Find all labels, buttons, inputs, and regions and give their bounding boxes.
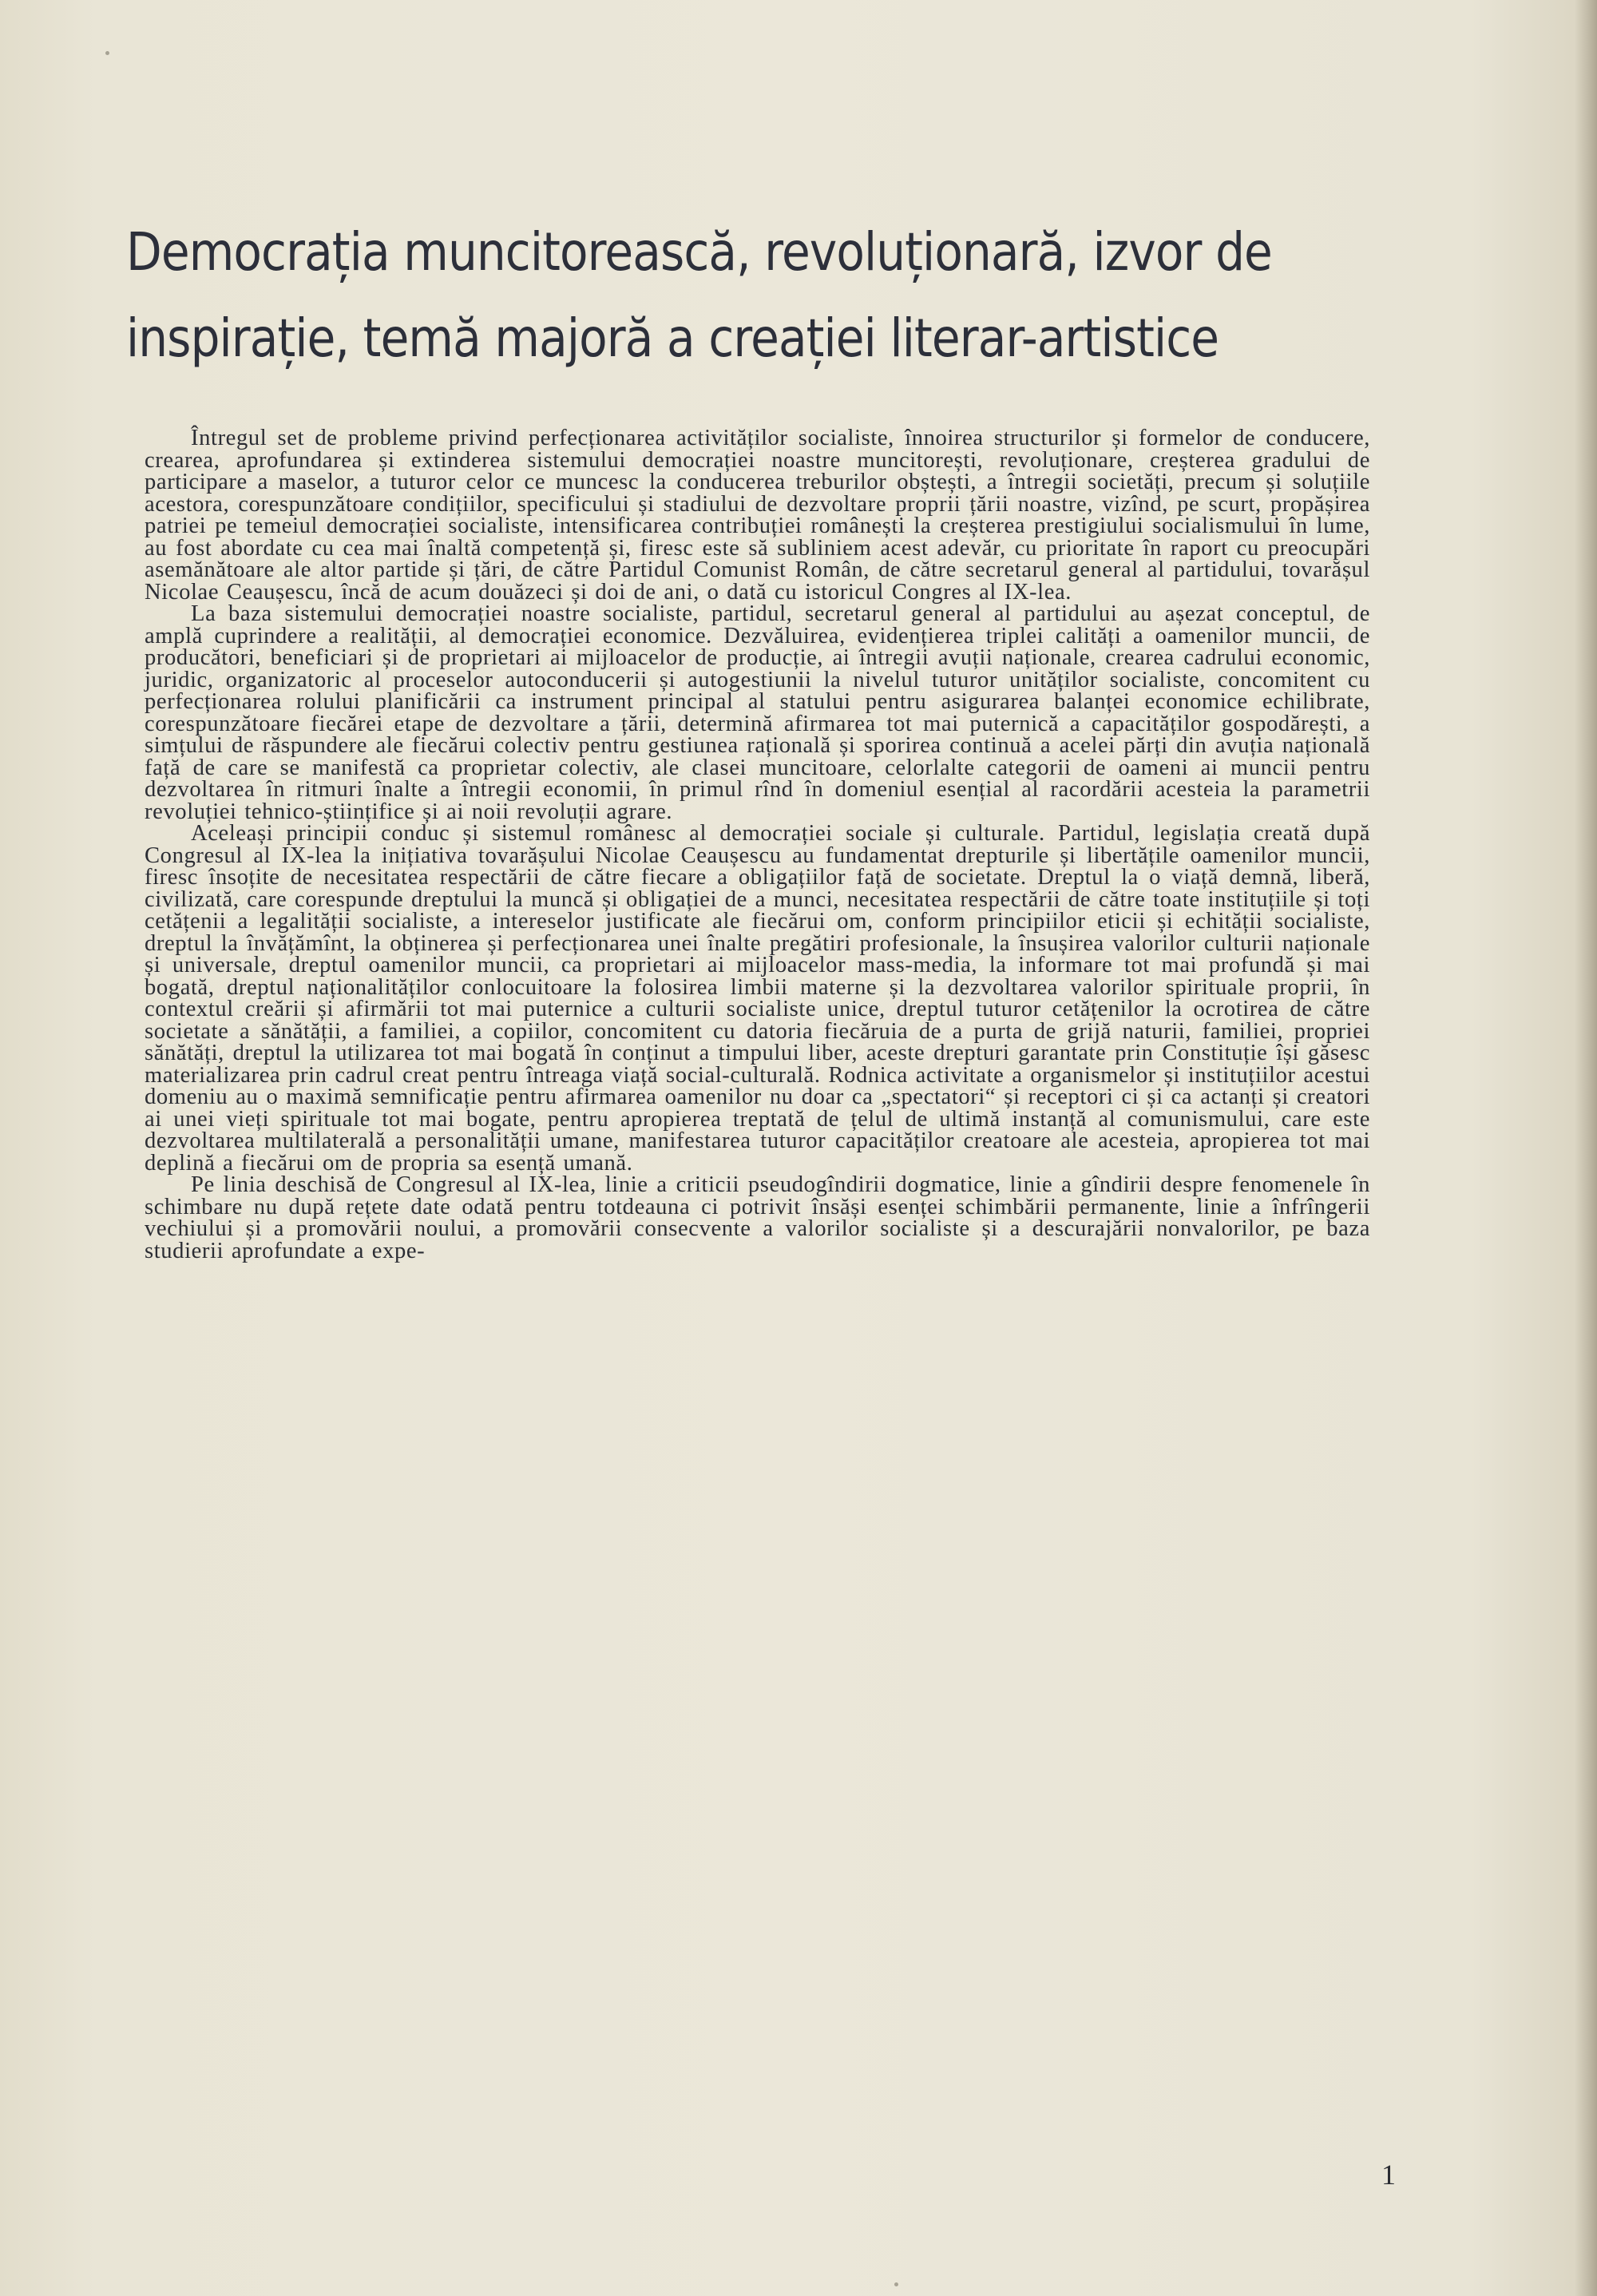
article-title — [126, 209, 1272, 382]
paragraph-4: Pe linia deschisă de Congresul al IX-lea, linie a criticii pseudogîndirii dogmatice, linie a gîndirii despre fenomenele în schimbare nu după rețete date odată pentru totdeauna ci potrivit însăși esenței schimbării permanente, linie a înfrîngerii vechiului și a promovării noului, a promovării consecvente a valorilor socialiste și a descurajării nonvalorilor, pe baza studierii aprofundate a expe- — [145, 1172, 1370, 1263]
page-number: 1 — [1381, 2159, 1396, 2191]
paper-speck — [105, 51, 109, 55]
paragraph-1: Întregul set de probleme privind perfecționarea activităților socialiste, înnoirea structurilor și formelor de conducere, crearea, aprofundarea și extinderea sistemului democrației noastre muncitorești, revoluționare, creșterea gradului de participare a maselor, a tuturor celor ce muncesc la conducerea treburilor obștești, a întregii societăți, precum și soluțiile acestora, corespunzătoare condițiilor, specificului și stadiului de dezvoltare proprii țării noastre, vizînd, pe scurt, propășirea patriei pe temeiul democrației socialiste, intensificarea contribuției românești la creșterea prestigiului socialismului în lume, au fost abordate cu cea mai înaltă competență și, firesc este să subliniem acest adevăr, cu prioritate în raport cu preocupări asemănătoare ale altor partide și țări, de către Partidul Comunist Român, de către secretarul general al partidului, tovarășul Nicolae Ceaușescu, încă de acum douăzeci și doi de ani, o dată cu istoricul Congres al IX-lea. — [145, 426, 1370, 605]
paragraph-2: La baza sistemului democrației noastre socialiste, partidul, secretarul general al partidului au așezat conceptul, de amplă cuprindere a realității, al democrației economice. Dezvăluirea, evidențierea triplei calități a oamenilor muncii, de producători, beneficiari și de proprietari ai mijloacelor de producție, ai întregii avuții naționale, crearea cadrului economic, juridic, organizatoric al proceselor autoconducerii și autogestiunii la nivelul tuturor unităților socialiste, concomitent cu perfecționarea rolului planificării ca instrument principal al statului pentru asigurarea balanței economice echilibrate, corespunzătoare fiecărei etape de dezvoltare a țării, determină afirmarea tot mai puternică a capacităților gospodărești, a simțului de răspundere ale fiecărui colectiv pentru gestiunea rațională și sporirea continuă a acelei părți din avuția națională față de care se manifestă ca proprietar colectiv, ale clasei muncitoare, celorlalte categorii de oameni ai muncii pentru dezvoltarea în ritmuri înalte a întregii economii, în primul rînd în domeniul esențial al racordării acesteia la parametrii revoluției tehnico-științifice și ai noii revoluții agrare. — [145, 601, 1370, 824]
title-line-1: Democrația muncitorească, revoluționară, izvor de — [126, 221, 1272, 283]
title-line-2: inspirație, temă majoră a creației literar-artistice — [126, 307, 1219, 369]
paragraph-3: Aceleași principii conduc și sistemul românesc al democrației sociale și culturale. Partidul, legislația creată după Congresul al IX-lea la inițiativa tovarășului Nicolae Ceaușescu au fundamentat drepturile și libertățile oamenilor muncii, firesc însoțite de necesitatea respectării de către fiecare a obligațiilor față de societate. Dreptul la o viață demnă, liberă, civilizată, care corespunde dreptului la muncă și obligației de a munci, necesitatea respectării de către toate instituțiile și toți cetățenii a legalității socialiste, a intereselor justificate ale fiecărui om, conform principiilor eticii și echității socialiste, dreptul la învățămînt, la obținerea și perfecționarea unei înalte pregătiri profesionale, la însușirea valorilor culturii naționale și universale, dreptul oamenilor muncii, ca proprietari ai mijloacelor mass-media, la informare tot mai profundă și mai bogată, dreptul naționalităților conlocuitoare la folosirea limbii materne și la dezvoltarea valorilor spirituale proprii, în contextul creării și afirmării tot mai puternice a culturii socialiste unice, dreptul tuturor cetățenilor la ocrotirea de către societate a sănătății, a familiei, a copiilor, concomitent cu datoria fiecăruia de a purta de grijă naturii, familiei, propriei sănătăți, dreptul la utilizarea tot mai bogată în conținut a timpului liber, aceste drepturi garantate prin Constituție își găsesc materializarea prin cadrul creat pentru întreaga viață social-culturală. Rodnica activitate a organismelor și instituțiilor acestui domeniu au o maximă semnificație pentru afirmarea oamenilor nu doar ca „spectatori“ și receptori ci și ca actanți și creatori ai unei vieți spirituale tot mai bogate, pentru apropierea treptată de țelul de ultimă instanță al comunismului, care este dezvoltarea multilaterală a personalității umane, manifestarea tuturor capacităților creatoare ale acesteia, apropierea tot mai deplină a fiecărui om de propria sa esență umană. — [145, 821, 1370, 1176]
paper-speck — [894, 2282, 898, 2286]
page-edge-shadow — [1575, 0, 1597, 2296]
article-body — [145, 427, 1370, 1262]
